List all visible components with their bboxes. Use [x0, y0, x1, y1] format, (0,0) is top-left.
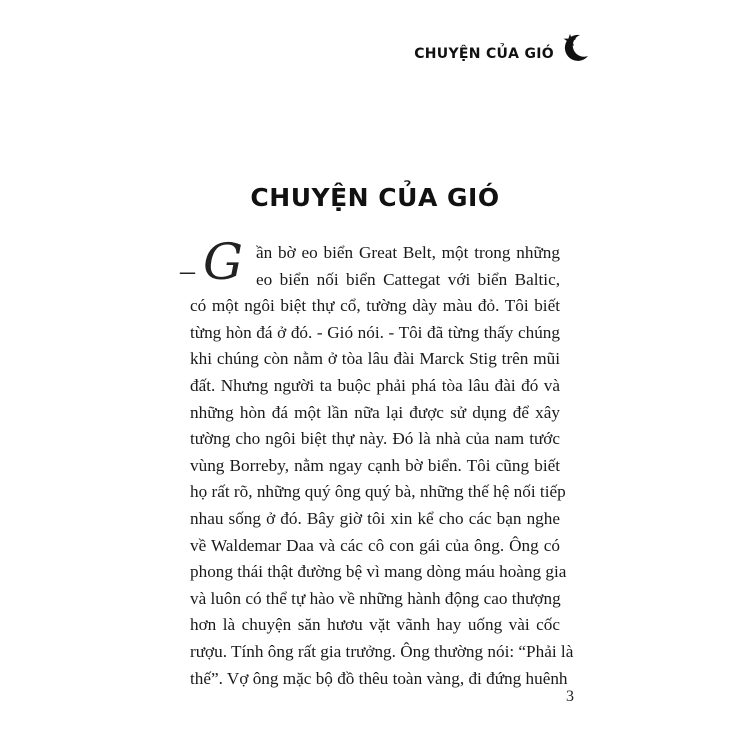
crescent-moon-star-icon	[558, 30, 592, 64]
text-line: và luôn có thể tự hào về những hành động cao thượng	[190, 588, 561, 608]
text-line: những hòn đá một lần nữa lại được sử dụng để xây	[190, 402, 560, 422]
text-line: họ rất rõ, những quý ông quý bà, những thế hệ nối tiếp	[190, 482, 566, 502]
text-line: từng hòn đá ở đó. - Gió nói. - Tôi đã từng thấy chúng	[190, 322, 560, 342]
page-number: 3	[566, 688, 574, 705]
text-line: hơn là chuyện săn hươu vặt vãnh hay uống vài cốc	[190, 615, 560, 635]
text-line: tường cho ngôi biệt thự này. Đó là nhà của nam tước	[190, 429, 560, 449]
text-line: đất. Nhưng người ta buộc phải phá tòa lâu đài đó và	[190, 375, 560, 395]
chapter-title: CHUYỆN CỦA GIÓ	[250, 183, 500, 212]
text-line: ần bờ eo biển Great Belt, một trong những	[256, 243, 560, 262]
chapter-body-text	[190, 240, 574, 692]
text-line: vùng Borreby, nằm ngay cạnh bờ biển. Tôi cũng biết	[190, 455, 560, 475]
text-line: thế”. Vợ ông mặc bộ đồ thêu toàn vàng, đi đứng huênh	[190, 668, 568, 688]
text-line: khi chúng còn nằm ở tòa lâu đài Marck Stig trên mũi	[190, 349, 560, 369]
text-line: nhau sống ở đó. Bây giờ tôi xin kể cho các bạn nghe	[190, 508, 560, 528]
running-title: CHUYỆN CỦA GIÓ	[414, 46, 554, 62]
text-line: eo biển nối biển Cattegat với biển Baltic,	[256, 269, 560, 289]
drop-cap-letter: G	[203, 233, 243, 291]
text-line: phong thái thật đường bệ vì mang dòng máu hoàng gia	[190, 562, 567, 582]
text-line: về Waldemar Daa và các cô con gái của ông. Ông có	[190, 535, 560, 555]
dialogue-dash: –	[180, 254, 195, 287]
text-line: rượu. Tính ông rất gia trưởng. Ông thường nói: “Phải là	[190, 641, 574, 661]
running-header	[414, 30, 592, 64]
text-line: có một ngôi biệt thự cổ, tường dày màu đỏ. Tôi biết	[190, 296, 560, 316]
